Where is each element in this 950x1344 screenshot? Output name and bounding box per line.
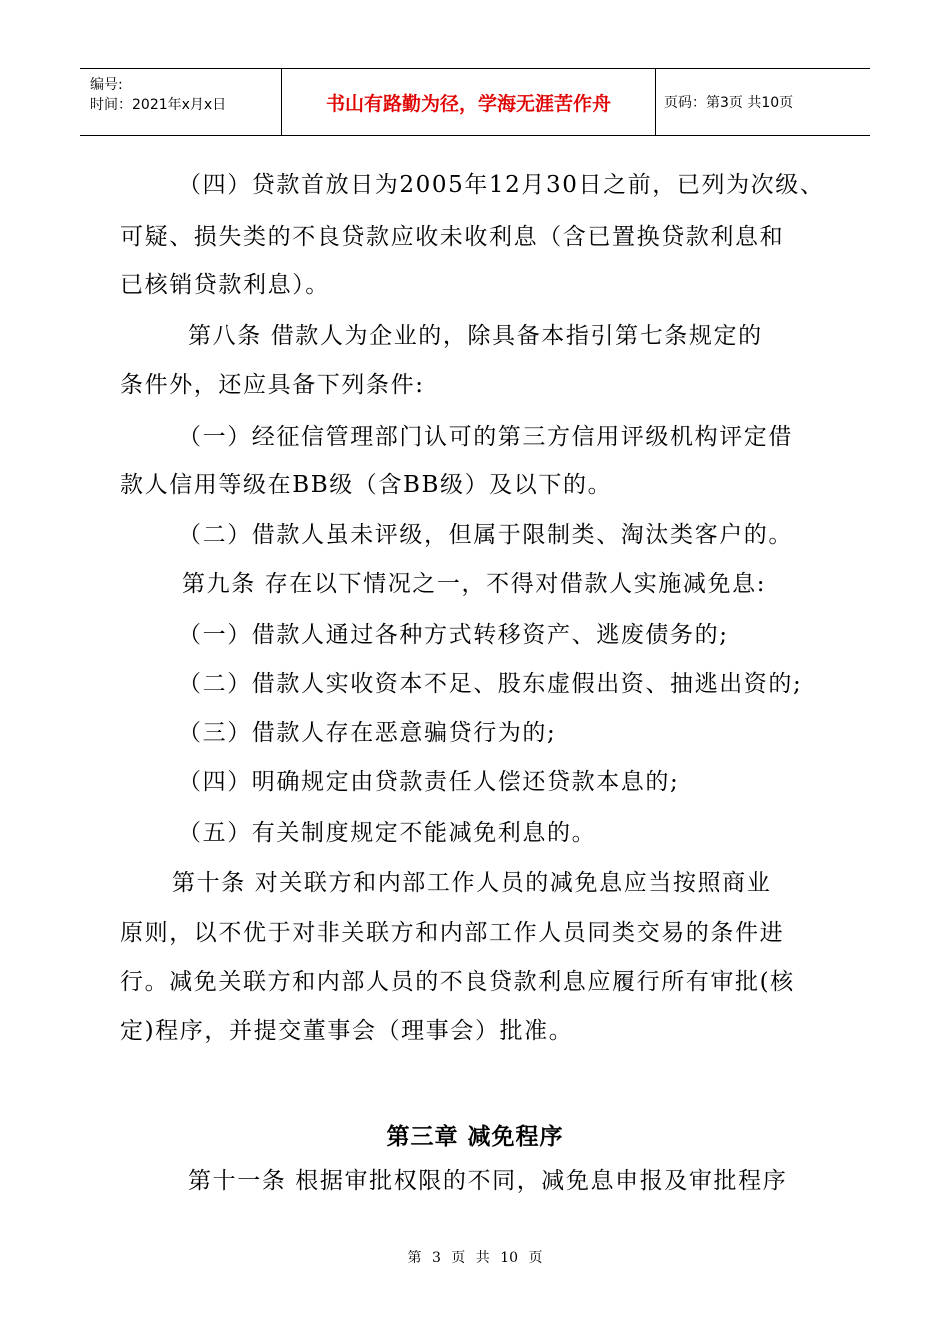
text-line: 原则，以不优于对非关联方和内部工作人员同类交易的条件进: [120, 920, 785, 946]
text-line: 可疑、损失类的不良贷款应收未收利息（含已置换贷款利息和: [120, 224, 785, 250]
text-line: 定)程序，并提交董事会（理事会）批准。: [120, 1018, 574, 1044]
text-line: （二）借款人实收资本不足、股东虚假出资、抽逃出资的;: [178, 671, 803, 697]
text-line: （四）贷款首放日为2005年12月30日之前，已列为次级、: [178, 172, 825, 198]
text-line: （三）借款人存在恶意骗贷行为的;: [178, 720, 557, 746]
page-header: [80, 68, 870, 136]
text-line: （一）借款人通过各种方式转移资产、逃废债务的;: [178, 622, 729, 648]
text-line: 第八条 借款人为企业的，除具备本指引第七条规定的: [188, 323, 763, 349]
text-line: （二）借款人虽未评级，但属于限制类、淘汰类客户的。: [178, 522, 793, 548]
text-line: 已核销贷款利息）。: [120, 272, 330, 298]
text-line: （五）有关制度规定不能减免利息的。: [178, 820, 597, 846]
header-meta: [80, 69, 282, 135]
text-line: 第九条 存在以下情况之一，不得对借款人实施减免息:: [182, 571, 767, 597]
header-page-info: 页码：第3页 共10页: [664, 95, 794, 111]
text-line: 款人信用等级在BB级（含BB级）及以下的。: [120, 472, 613, 498]
text-line: （四）明确规定由贷款责任人偿还贷款本息的;: [178, 769, 680, 795]
text-line-last: 第十一条 根据审批权限的不同，减免息申报及审批程序: [188, 1168, 788, 1194]
page-footer: 第 3 页 共 10 页: [407, 1250, 543, 1266]
header-time: 时间：2021年x月x日: [90, 97, 227, 113]
text-line: （一）经征信管理部门认可的第三方信用评级机构评定借: [178, 424, 793, 450]
header-motto: 书山有路勤为径，学海无涯苦作舟: [282, 69, 656, 135]
text-line: 行。减免关联方和内部人员的不良贷款利息应履行所有审批(核: [120, 969, 795, 995]
chapter-title: 第三章 减免程序: [386, 1124, 564, 1150]
header-number: 编号:: [90, 77, 123, 93]
text-line: 第十条 对关联方和内部工作人员的减免息应当按照商业: [172, 870, 772, 896]
text-line: 条件外，还应具备下列条件:: [120, 372, 425, 398]
